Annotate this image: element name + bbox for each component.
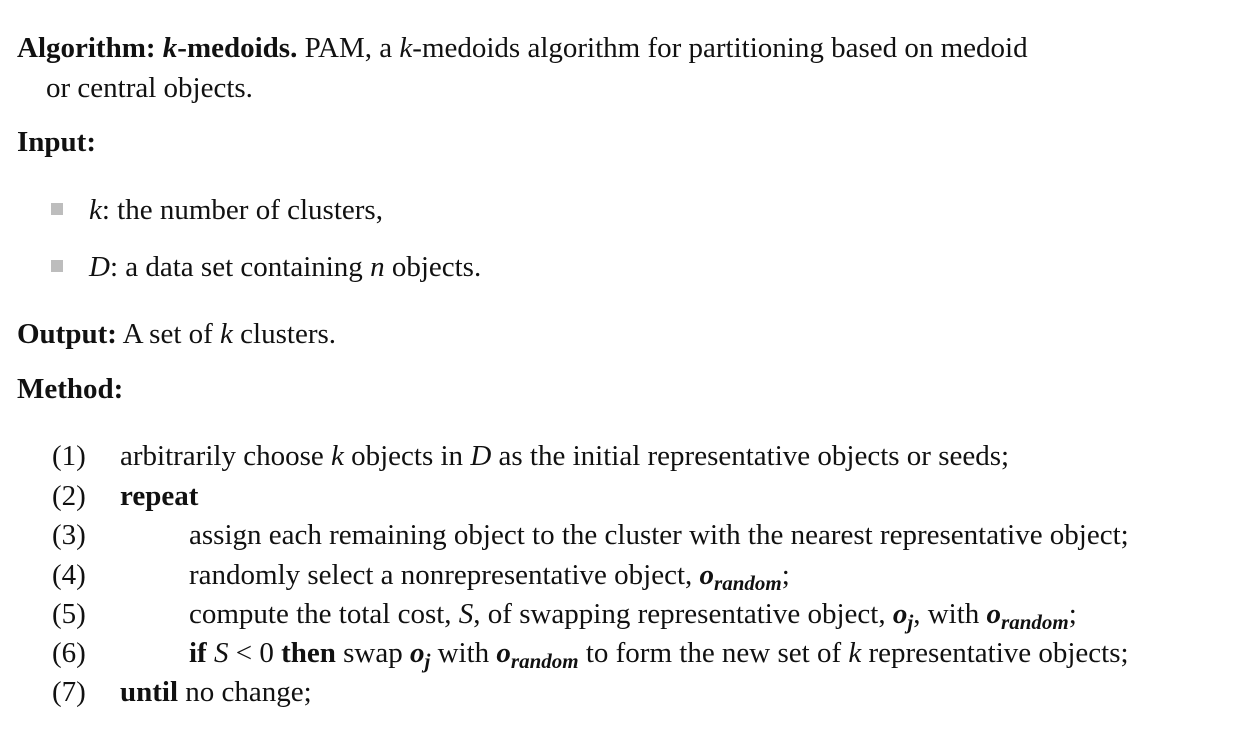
input-item-k [89,196,383,225]
step-4-sub-random: random [714,571,782,595]
output-line [17,320,336,349]
step-7-text [120,678,312,707]
step-1-part3: as the initial representative objects or seeds; [491,440,1010,472]
algorithm-desc-part1: PAM, a [297,32,400,64]
input-var-d: D [89,251,110,283]
algorithm-label: Algorithm: [17,32,156,64]
method-label: Method: [17,373,124,405]
algorithm-desc-part2: -medoids algorithm for partitioning based on medoid [412,32,1028,64]
algorithm-desc-line2: or central objects. [46,72,253,104]
output-label: Output: [17,318,117,350]
input-label: Input: [17,126,96,158]
input-item-d-text2: objects. [384,251,482,283]
bullet-icon [51,203,63,215]
step-2-keyword-repeat: repeat [120,480,199,512]
step-6-keyword-if: if [189,637,207,669]
step-1-part2: objects in [343,440,471,472]
step-1-text [120,442,1009,471]
step-7-keyword-until: until [120,676,179,708]
step-5-var-s: S [458,598,474,630]
output-text2: clusters. [232,318,337,350]
step-6-text [189,639,1129,672]
step-number: (6) [52,637,86,669]
step-6-part4: representative objects; [861,637,1129,669]
step-5-part2: , of swapping representative object, [473,598,893,630]
output-text1: A set of [116,318,221,350]
input-item-d [89,253,481,282]
step-number: (5) [52,598,86,630]
step-5-text [189,600,1077,633]
step-5-part4: ; [1068,598,1077,630]
step-7-part1: no change; [178,676,312,708]
algorithm-title-line [17,34,1028,63]
step-4-part2: ; [781,559,790,591]
step-6-condition: < 0 [228,637,282,669]
step-6-sub-random: random [510,649,579,673]
step-6-var-s: S [213,637,229,669]
step-5-part3: , with [913,598,987,630]
algorithm-name-rest: -medoids. [177,32,298,64]
step-6-var-k: k [848,637,862,669]
step-5-var-oj: o [892,598,908,630]
step-6-part3: to form the new set of [578,637,849,669]
step-5-var-or: o [986,598,1002,630]
step-1-var-k: k [330,440,344,472]
step-6-var-or: o [496,637,511,669]
step-4-var-o: o [699,559,715,591]
step-number: (2) [52,480,86,512]
algorithm-name-k: k [162,32,178,64]
step-number: (3) [52,519,86,551]
step-5-sub-j: j [907,610,914,634]
step-5-part1: compute the total cost, [189,598,459,630]
step-6-sub-j: j [424,649,431,673]
step-number: (7) [52,676,86,708]
bullet-icon [51,260,63,272]
step-number: (1) [52,440,86,472]
step-6-part2: with [430,637,497,669]
input-var-n: n [370,251,385,283]
input-item-k-text: : the number of clusters, [101,194,383,226]
step-3-text: assign each remaining object to the cluster with the nearest representative object; [189,519,1129,551]
algorithm-desc-k: k [399,32,413,64]
output-var-k: k [220,318,233,350]
input-item-d-text1: : a data set containing [109,251,371,283]
step-1-var-d: D [470,440,492,472]
step-1-part1: arbitrarily choose [120,440,331,472]
step-4-part1: randomly select a nonrepresentative object, [189,559,700,591]
step-4-text [189,561,790,594]
step-number: (4) [52,559,86,591]
input-var-k: k [89,194,102,226]
step-5-sub-random: random [1001,610,1069,634]
step-6-part1: swap [335,637,410,669]
step-6-keyword-then: then [281,637,336,669]
step-6-var-oj: o [409,637,425,669]
